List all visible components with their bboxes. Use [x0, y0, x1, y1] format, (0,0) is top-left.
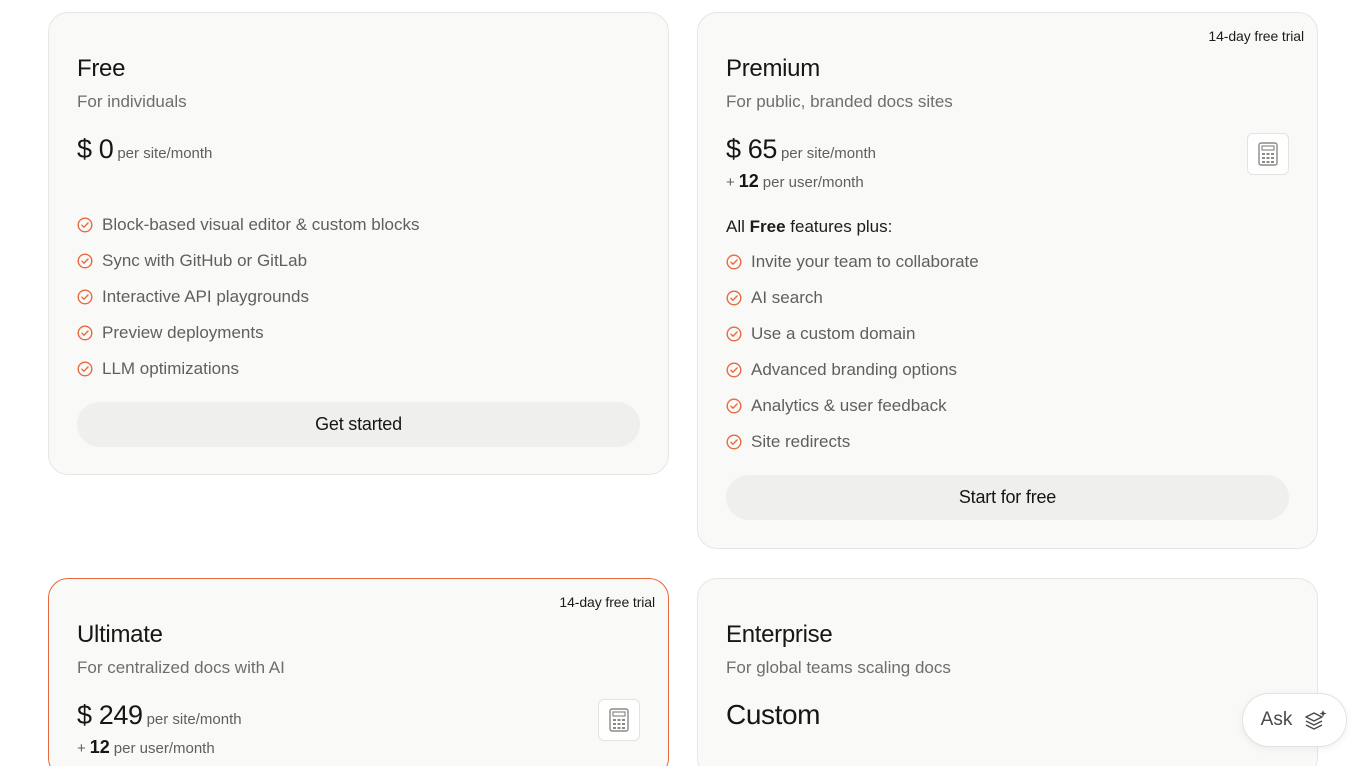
includes-prefix: All	[726, 217, 745, 236]
check-circle-icon	[77, 361, 93, 377]
trial-badge: 14-day free trial	[1208, 28, 1304, 44]
plan-name: Premium	[726, 55, 820, 82]
check-circle-icon	[77, 289, 93, 305]
plan-price	[77, 134, 212, 165]
feature-item	[77, 207, 419, 243]
feature-item	[726, 352, 979, 388]
check-circle-icon	[726, 362, 742, 378]
feature-label: Use a custom domain	[751, 324, 916, 343]
plan-description: For global teams scaling docs	[726, 658, 951, 677]
price-amount: $ 65	[726, 134, 777, 164]
plan-card-enterprise	[697, 578, 1318, 766]
user-price-amount: 12	[89, 737, 110, 757]
feature-label: Interactive API playgrounds	[102, 287, 309, 306]
price-amount: $ 0	[77, 134, 114, 164]
feature-list	[726, 244, 979, 460]
check-circle-icon	[726, 398, 742, 414]
user-price-unit: per user/month	[113, 740, 215, 757]
feature-label: Site redirects	[751, 432, 851, 451]
ask-label: Ask	[1260, 709, 1293, 730]
feature-item	[726, 280, 979, 316]
feature-label: Sync with GitHub or GitLab	[102, 251, 308, 270]
feature-item	[77, 243, 419, 279]
feature-label: LLM optimizations	[102, 359, 240, 378]
plan-card-ultimate	[48, 578, 669, 766]
check-circle-icon	[77, 217, 93, 233]
includes-suffix: features plus:	[790, 217, 893, 236]
calculator-icon	[609, 708, 629, 732]
price-unit: per site/month	[780, 145, 876, 162]
includes-line	[726, 217, 892, 237]
user-price-prefix: +	[726, 174, 735, 191]
feature-item	[726, 388, 979, 424]
feature-label: Analytics & user feedback	[751, 396, 947, 415]
feature-item	[77, 279, 419, 315]
pricing-calculator-button[interactable]	[598, 699, 640, 741]
includes-plan: Free	[749, 217, 786, 236]
feature-list	[77, 207, 419, 387]
user-price-unit: per user/month	[762, 174, 864, 191]
plan-description: For public, branded docs sites	[726, 92, 953, 111]
plan-description: For centralized docs with AI	[77, 658, 285, 677]
trial-badge: 14-day free trial	[559, 594, 655, 610]
custom-price: Custom	[726, 699, 821, 730]
feature-item	[726, 316, 979, 352]
feature-label: Preview deployments	[102, 323, 264, 342]
check-circle-icon	[726, 254, 742, 270]
feature-item	[77, 315, 419, 351]
price-unit: per site/month	[117, 145, 213, 162]
feature-item	[726, 424, 979, 460]
sparkle-layers-icon	[1304, 709, 1328, 731]
feature-label: Block-based visual editor & custom blocks	[102, 215, 420, 234]
plan-price	[726, 134, 876, 165]
check-circle-icon	[77, 253, 93, 269]
get-started-button[interactable]: Get started	[77, 402, 640, 447]
plan-card-premium	[697, 12, 1318, 549]
plan-price	[77, 700, 242, 731]
feature-label: Advanced branding options	[751, 360, 958, 379]
plan-card-free	[48, 12, 669, 475]
feature-label: Invite your team to collaborate	[751, 252, 979, 271]
user-price-amount: 12	[738, 171, 759, 191]
plan-name: Enterprise	[726, 621, 833, 648]
plan-name: Ultimate	[77, 621, 163, 648]
feature-label: AI search	[751, 288, 823, 307]
per-user-price	[77, 737, 215, 758]
plan-description: For individuals	[77, 92, 187, 111]
check-circle-icon	[726, 434, 742, 450]
feature-item	[726, 244, 979, 280]
price-unit: per site/month	[146, 711, 242, 728]
ask-ai-button[interactable]	[1242, 693, 1347, 747]
calculator-icon	[1258, 142, 1278, 166]
feature-item	[77, 351, 419, 387]
pricing-calculator-button[interactable]	[1247, 133, 1289, 175]
check-circle-icon	[726, 326, 742, 342]
start-for-free-button[interactable]: Start for free	[726, 475, 1289, 520]
plan-name: Free	[77, 55, 126, 82]
price-amount: $ 249	[77, 700, 143, 730]
user-price-prefix: +	[77, 740, 86, 757]
per-user-price	[726, 171, 864, 192]
check-circle-icon	[77, 325, 93, 341]
check-circle-icon	[726, 290, 742, 306]
